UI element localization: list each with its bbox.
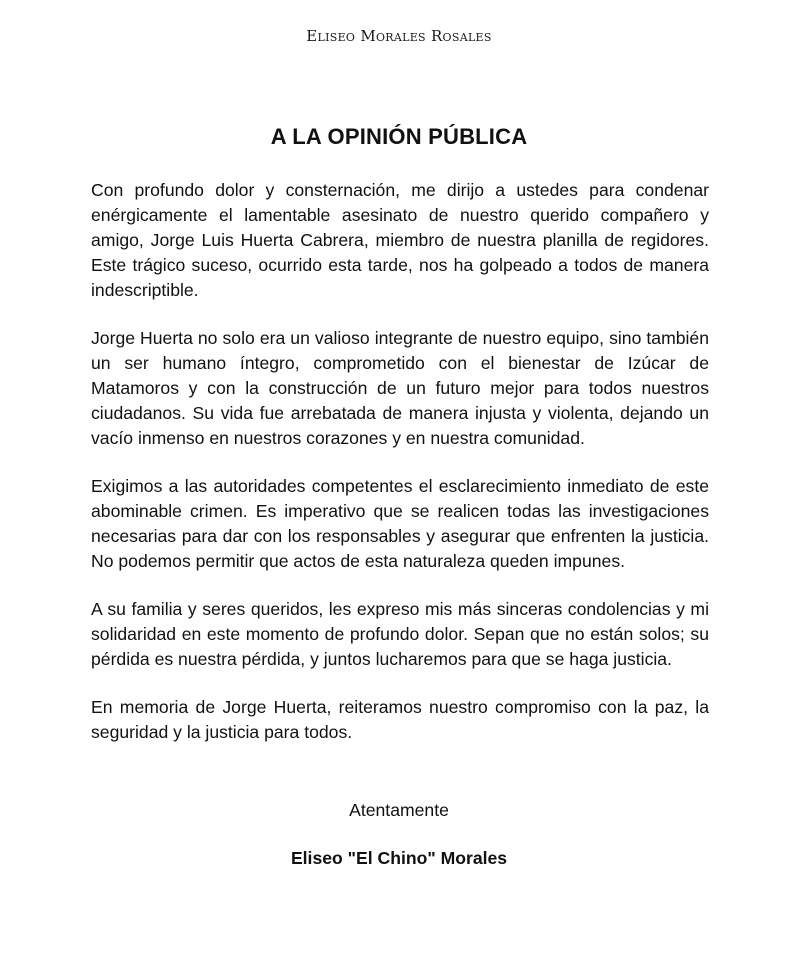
closing-salutation: Atentamente: [349, 800, 449, 820]
paragraph-5: En memoria de Jorge Huerta, reiteramos nuestro compromiso con la paz, la seguridad y la justicia para todos.: [91, 697, 709, 742]
paragraph-2: Jorge Huerta no solo era un valioso integrante de nuestro equipo, sino también un ser humano íntegro, comprometido con el bienestar de Izúcar de Matamoros y con la construcción de un futuro mejor para todos nuestros ciudadanos. Su vida fue arrebatada de manera injusta y violenta, dejando un vacío inmenso en nuestros corazones y en nuestra comunidad.: [91, 328, 709, 448]
paragraph-3: Exigimos a las autoridades competentes el esclarecimiento inmediato de este abominable crimen. Es imperativo que se realicen todas las investigaciones necesarias para dar con los responsables y asegurar que enfrenten la justicia. No podemos permitir que actos de esta naturaleza queden impunes.: [91, 476, 709, 571]
letterhead-name: Eliseo Morales Rosales: [306, 27, 492, 45]
paragraph-1: Con profundo dolor y consternación, me dirijo a ustedes para condenar enérgicamente el lamentable asesinato de nuestro querido compañero y amigo, Jorge Luis Huerta Cabrera, miembro de nuestra planilla de regidores. Este trágico suceso, ocurrido esta tarde, nos ha golpeado a todos de manera indescriptible.: [91, 180, 709, 300]
signature-name: Eliseo "El Chino" Morales: [290, 848, 508, 868]
document-title: A LA OPINIÓN PÚBLICA: [270, 124, 528, 149]
letter-body: [91, 178, 709, 768]
paragraph-4: A su familia y seres queridos, les expreso mis más sinceras condolencias y mi solidaridad en este momento de profundo dolor. Sepan que no están solos; su pérdida es nuestra pérdida, y juntos lucharemos para que se haga justicia.: [91, 599, 709, 669]
